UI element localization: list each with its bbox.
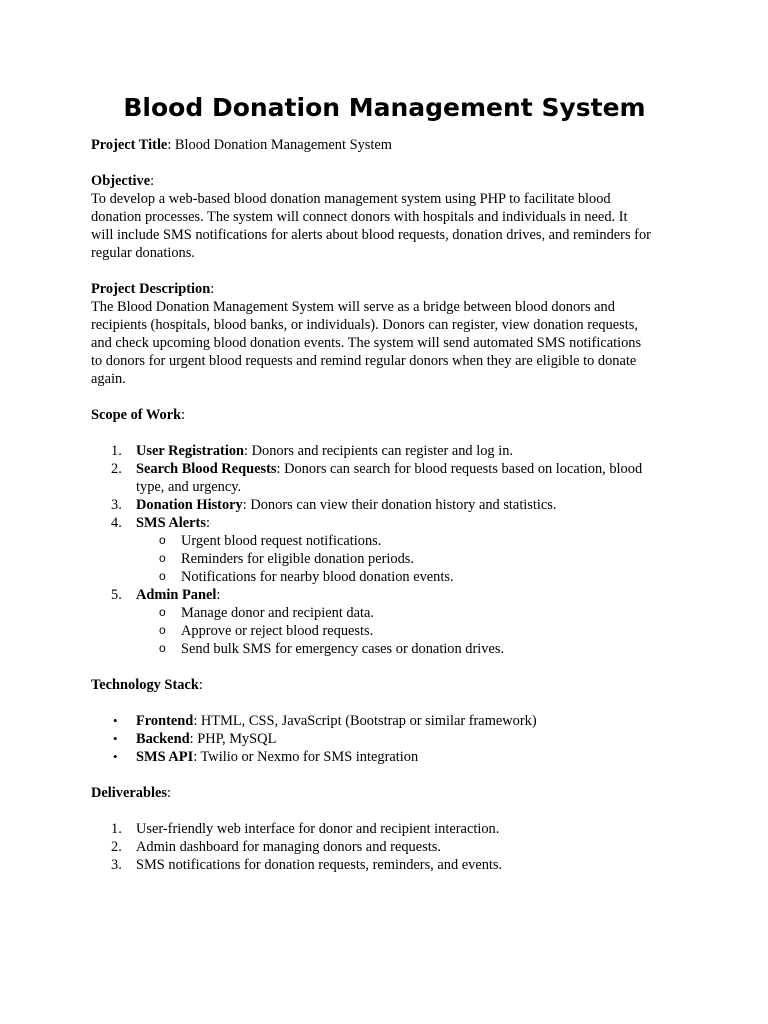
text-line: recipients (hospitals, blood banks, or individuals). Donors can register, view donation requests, bbox=[91, 317, 638, 333]
list-number: 2. bbox=[111, 461, 122, 477]
list-number: 3. bbox=[111, 497, 122, 513]
item-text: : HTML, CSS, JavaScript (Bootstrap or similar framework) bbox=[193, 713, 537, 729]
circle-bullet-icon: o bbox=[159, 533, 166, 547]
list-item bbox=[91, 820, 678, 838]
text-line: regular donations. bbox=[91, 245, 195, 261]
circle-bullet-icon: o bbox=[159, 623, 166, 637]
item-title: SMS API bbox=[136, 749, 194, 765]
list-item bbox=[91, 730, 678, 748]
text-line: and check upcoming blood donation events. The system will send automated SMS notifications bbox=[91, 335, 642, 351]
objective-text bbox=[91, 190, 678, 262]
text-line: will include SMS notifications for alerts about blood requests, donation drives, and reminders for bbox=[91, 227, 651, 243]
sub-list-item bbox=[91, 550, 678, 568]
item-text: : Twilio or Nexmo for SMS integration bbox=[193, 749, 419, 765]
item-text: : bbox=[216, 587, 221, 603]
colon: : bbox=[166, 785, 171, 801]
list-item bbox=[91, 514, 678, 586]
item-title: Search Blood Requests bbox=[136, 461, 277, 477]
item-text: Admin dashboard for managing donors and requests. bbox=[136, 839, 441, 855]
sub-list-item bbox=[91, 532, 678, 550]
text-line: to donors for urgent blood requests and remind regular donors when they are eligible to donate bbox=[91, 353, 637, 369]
list-item bbox=[91, 856, 678, 874]
list-number: 2. bbox=[111, 839, 122, 855]
list-number: 1. bbox=[111, 821, 122, 837]
colon: : bbox=[150, 173, 155, 189]
sub-item-text: Manage donor and recipient data. bbox=[181, 605, 374, 621]
sub-item-text: Notifications for nearby blood donation events. bbox=[181, 569, 454, 585]
sub-list bbox=[136, 532, 678, 586]
list-number: 5. bbox=[111, 587, 122, 603]
tech-list bbox=[91, 712, 678, 766]
tech-label: Technology Stack bbox=[91, 677, 199, 693]
sub-list-item bbox=[91, 568, 678, 586]
list-item bbox=[91, 748, 678, 766]
description-heading bbox=[91, 280, 678, 298]
project-title-value: : Blood Donation Management System bbox=[167, 137, 392, 153]
item-text: User-friendly web interface for donor and recipient interaction. bbox=[136, 821, 500, 837]
list-item bbox=[91, 442, 678, 460]
list-number: 1. bbox=[111, 443, 122, 459]
tech-heading bbox=[91, 676, 678, 694]
deliverables-heading bbox=[91, 784, 678, 802]
list-item bbox=[91, 586, 678, 658]
colon: : bbox=[181, 407, 186, 423]
document-title: Blood Donation Management System bbox=[123, 93, 646, 122]
circle-bullet-icon: o bbox=[159, 605, 166, 619]
deliverables-label: Deliverables bbox=[91, 785, 167, 801]
project-title-line bbox=[91, 136, 678, 154]
bullet-icon: • bbox=[113, 713, 118, 728]
list-item bbox=[91, 460, 678, 496]
text-line: again. bbox=[91, 371, 126, 387]
item-title: Backend bbox=[136, 731, 190, 747]
sub-list-item bbox=[91, 640, 678, 658]
deliverables-list bbox=[91, 820, 678, 874]
item-text: SMS notifications for donation requests, reminders, and events. bbox=[136, 857, 503, 873]
item-title: Admin Panel bbox=[136, 587, 217, 603]
circle-bullet-icon: o bbox=[159, 551, 166, 565]
list-item bbox=[91, 712, 678, 730]
objective-label: Objective bbox=[91, 173, 151, 189]
item-title: Frontend bbox=[136, 713, 194, 729]
item-title: Donation History bbox=[136, 497, 243, 513]
item-text: : Donors and recipients can register and log in. bbox=[244, 443, 513, 459]
scope-label: Scope of Work bbox=[91, 407, 182, 423]
scope-list bbox=[91, 442, 678, 658]
sub-item-text: Reminders for eligible donation periods. bbox=[181, 551, 414, 567]
item-text: : bbox=[205, 515, 210, 531]
description-label: Project Description bbox=[91, 281, 211, 297]
scope-heading bbox=[91, 406, 678, 424]
list-item bbox=[91, 838, 678, 856]
project-title-label: Project Title bbox=[91, 137, 168, 153]
item-text: : Donors can view their donation history and statistics. bbox=[242, 497, 557, 513]
list-number: 4. bbox=[111, 515, 122, 531]
bullet-icon: • bbox=[113, 749, 118, 764]
sub-item-text: Send bulk SMS for emergency cases or donation drives. bbox=[181, 641, 505, 657]
sub-item-text: Approve or reject blood requests. bbox=[181, 623, 374, 639]
circle-bullet-icon: o bbox=[159, 641, 166, 655]
sub-item-text: Urgent blood request notifications. bbox=[181, 533, 382, 549]
item-title: User Registration bbox=[136, 443, 245, 459]
bullet-icon: • bbox=[113, 731, 118, 746]
circle-bullet-icon: o bbox=[159, 569, 166, 583]
sub-list-item bbox=[91, 604, 678, 622]
text-line: To develop a web-based blood donation management system using PHP to facilitate blood bbox=[91, 191, 611, 207]
list-number: 3. bbox=[111, 857, 122, 873]
sub-list bbox=[136, 604, 678, 658]
item-title: SMS Alerts bbox=[136, 515, 206, 531]
text-line: donation processes. The system will connect donors with hospitals and individuals in need. It bbox=[91, 209, 628, 225]
objective-heading bbox=[91, 172, 678, 190]
text-line: The Blood Donation Management System will serve as a bridge between blood donors and bbox=[91, 299, 615, 315]
item-text: type, and urgency. bbox=[136, 479, 242, 495]
description-text bbox=[91, 298, 678, 388]
list-item bbox=[91, 496, 678, 514]
sub-list-item bbox=[91, 622, 678, 640]
item-text: : Donors can search for blood requests based on location, blood bbox=[276, 461, 643, 477]
colon: : bbox=[198, 677, 203, 693]
item-text: : PHP, MySQL bbox=[189, 731, 277, 747]
colon: : bbox=[210, 281, 215, 297]
